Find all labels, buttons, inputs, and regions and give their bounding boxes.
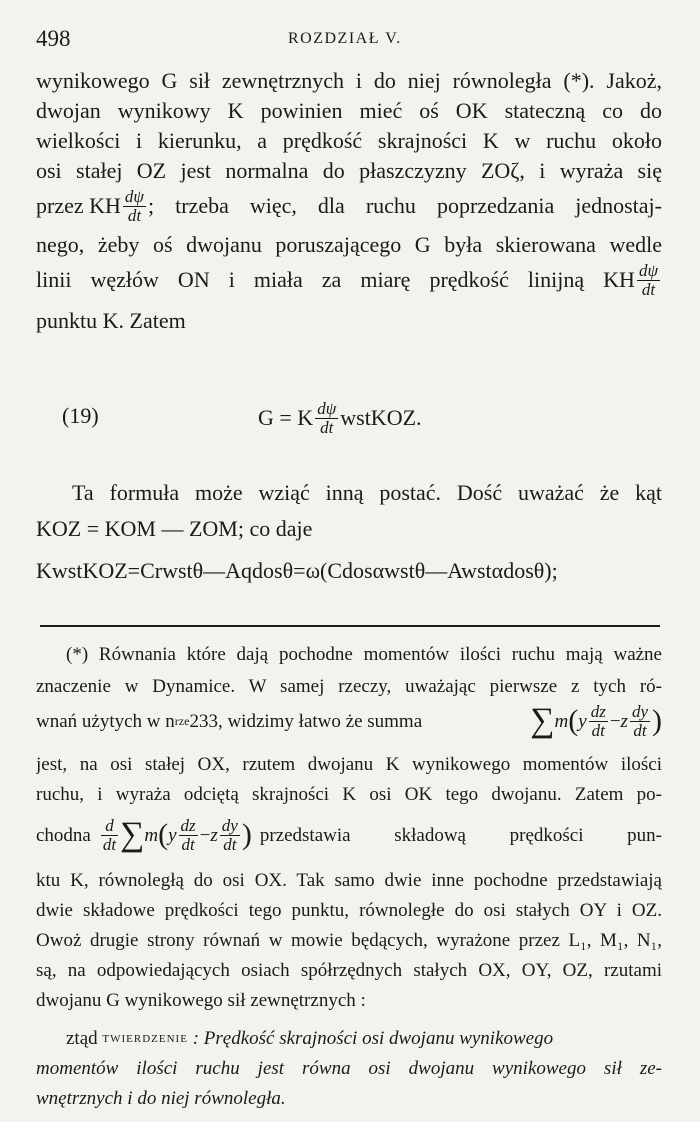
sum-expression (530, 703, 662, 740)
fraction (630, 703, 650, 740)
fraction (179, 817, 198, 854)
text-line: wielkości i kierunku, a prędkość skrajności K w ruchu około (36, 128, 662, 153)
text-line: dwojan wynikowy K powinien mieć oś OK stateczną co do (36, 98, 662, 123)
footnote-line: są, na odpowiedających osiach spółrzędnych stałych OX, OY, OZ, rzutami (36, 960, 662, 981)
minus-sign: − (199, 824, 211, 846)
fraction-denominator: dt (633, 720, 647, 740)
fraction-numerator: dy (221, 815, 238, 835)
equation-right: wstKOZ. (340, 405, 422, 430)
fraction (589, 703, 608, 740)
math-m: m (144, 824, 159, 846)
footnote-line: ruchu, i wyraża odciętą skrajności K osi OK tego dwojanu. Zatem po- (36, 784, 662, 805)
fraction (315, 400, 338, 437)
text-line: Ta formuła może wziąć inną postać. Dość uważać że kąt (72, 480, 662, 505)
superscript: rze (174, 713, 190, 728)
fraction-numerator: dψ (317, 398, 337, 418)
fraction-denominator: dt (591, 720, 605, 740)
text-segment: przez KH (36, 193, 121, 218)
text-segment: 233, widzimy łatwo że summa (189, 710, 423, 732)
footnote-line: jest, na osi stałej OX, rzutem dwojanu K wynikowego momentów ilości (36, 754, 662, 775)
theorem-line: wnętrznych i do niej równoległa. (36, 1088, 286, 1109)
fraction (220, 817, 240, 854)
right-paren: ) (241, 818, 252, 851)
text-segment: ; trzeba więc, dla ruchu poprzedzania jednostaj- (147, 193, 662, 218)
fraction (101, 817, 118, 854)
text-segment: wnań użytych w n (36, 710, 175, 732)
text-segment: linii węzłów ON i miała za miarę prędkość linijną KH (36, 267, 635, 292)
fraction-denominator: dt (641, 279, 656, 299)
fraction-denominator: dt (320, 417, 334, 437)
text-segment: ztąd (66, 1028, 98, 1049)
derivative-expression (99, 817, 252, 854)
footnote-line: znaczenie w Dynamice. W samej rzeczy, uważając pierwsze z tych ró- (36, 676, 662, 697)
math-z: z (210, 824, 218, 846)
footnote-line: dwojanu G wynikowego sił zewnętrznych : (36, 990, 366, 1011)
footnote-divider (40, 625, 660, 627)
left-paren: ( (158, 818, 169, 851)
page-number: 498 (36, 26, 71, 51)
equation-label: (19) (62, 403, 99, 428)
theorem-line (66, 1024, 662, 1053)
left-paren: ( (568, 704, 579, 737)
fraction-numerator: dy (631, 701, 648, 721)
math-m: m (554, 710, 569, 732)
text-line-with-fraction (36, 184, 662, 228)
equation-left: G = K (258, 405, 314, 430)
minus-sign: − (609, 710, 621, 732)
footnote-line-with-sum (36, 698, 662, 744)
theorem-label: twierdzenie (102, 1030, 188, 1046)
fraction (637, 262, 660, 299)
text-line-with-fraction (36, 258, 662, 302)
text-segment: przedstawia składową prędkości pun- (259, 824, 662, 846)
formula-line: KwstKOZ=Crwstθ—Aqdosθ=ω(Cdosαwstθ—Awstαdosθ); (36, 558, 558, 583)
page-header (36, 26, 670, 56)
math-z: z (620, 710, 628, 732)
fraction-numerator: dz (590, 701, 606, 721)
text-line: punktu K. Zatem (36, 308, 186, 333)
theorem-text: : Prędkość skrajności osi dwojanu wynikowego (187, 1028, 554, 1049)
footnote-line: Owoż drugie strony równań w mowie będących, wyrażone przez L₁, M₁, N₁, (36, 930, 662, 951)
math-y: y (168, 824, 177, 846)
text-line: KOZ = KOM — ZOM; co daje (36, 516, 313, 541)
text-line: nego, żeby oś dwojanu poruszającego G była skierowana wedle (36, 232, 662, 257)
fraction-denominator: dt (181, 834, 195, 854)
math-y: y (578, 710, 587, 732)
running-head: ROZDZIAŁ V. (288, 30, 402, 47)
fraction-numerator: dψ (124, 186, 144, 206)
text-segment: chodna (36, 824, 91, 846)
footnote-line: ktu K, równoległą do osi OX. Tak samo dwie inne pochodne przedstawiają (36, 870, 662, 891)
equation-19 (36, 393, 662, 443)
fraction-numerator: dz (180, 815, 196, 835)
fraction-denominator: dt (223, 834, 237, 854)
equation-expression (258, 393, 422, 443)
sum-symbol: ∑ (120, 816, 145, 853)
fraction-denominator: dt (102, 834, 117, 854)
sum-symbol: ∑ (530, 702, 555, 739)
fraction-numerator: d (101, 817, 118, 836)
text-line: osi stałej OZ jest normalna do płaszczyzny ZOζ, i wyraża się (36, 158, 662, 183)
text-line: wynikowego G sił zewnętrznych i do niej równoległa (*). Jakoż, (36, 68, 662, 93)
footnote-line: dwie składowe prędkości tego punktu, równoległe do osi stałych OY i OZ. (36, 900, 662, 921)
fraction-numerator: dψ (638, 260, 658, 280)
footnote-line-with-derivative (36, 810, 662, 860)
footnote-line: (*) Równania które dają pochodne momentów ilości ruchu mają ważne (66, 644, 662, 665)
right-paren: ) (652, 704, 662, 737)
fraction-denominator: dt (127, 205, 142, 225)
theorem-line: momentów ilości ruchu jest równa osi dwojanu wynikowego sił ze- (36, 1058, 662, 1079)
fraction (123, 188, 146, 225)
